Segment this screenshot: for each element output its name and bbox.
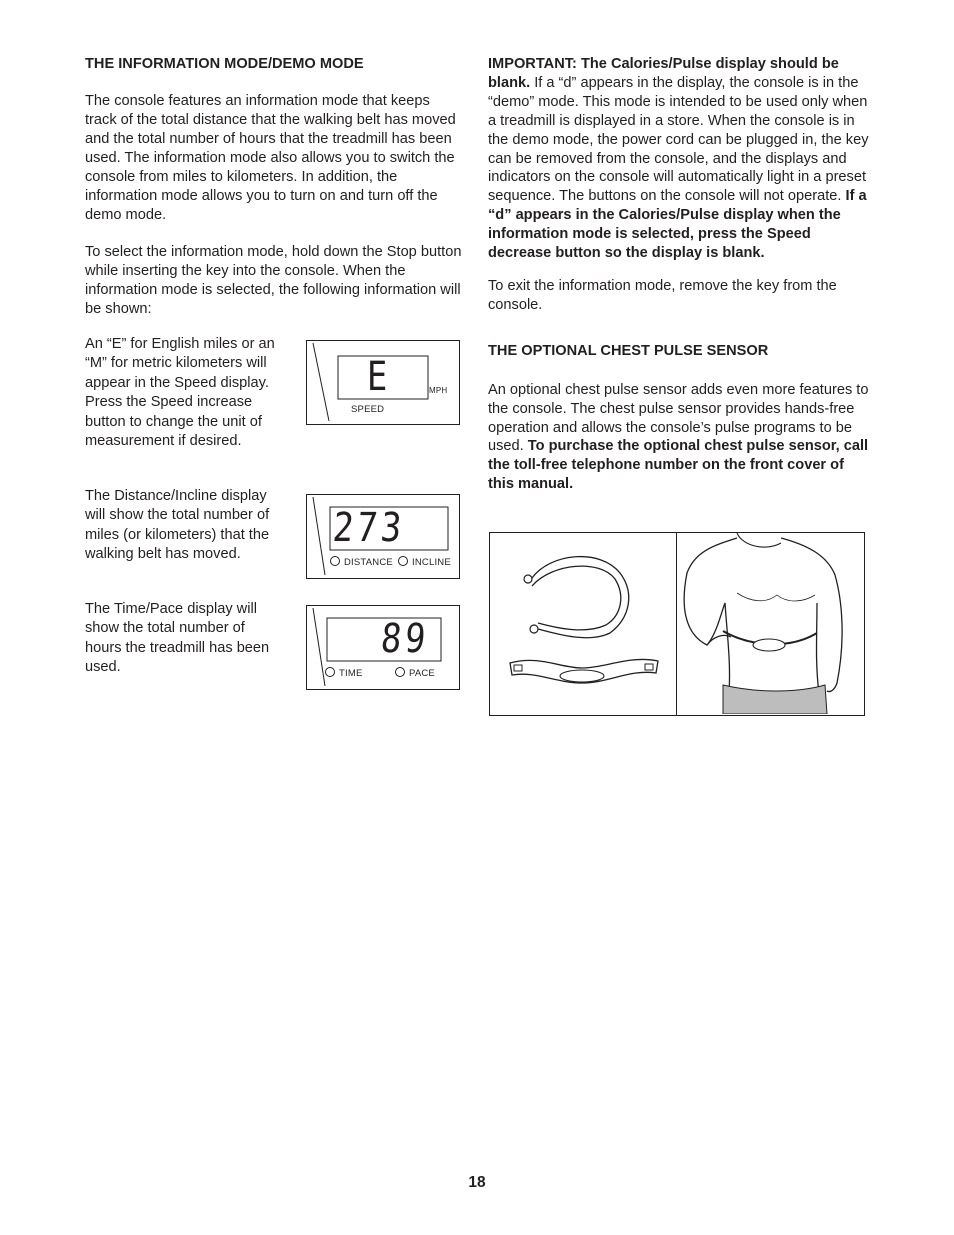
time-indicator-light-icon (325, 667, 335, 677)
distance-display-illustration (306, 494, 460, 579)
incline-indicator (398, 556, 451, 568)
incline-indicator-light-icon (398, 556, 408, 566)
section-heading-chest-pulse-sensor: THE OPTIONAL CHEST PULSE SENSOR (488, 342, 769, 359)
right-column (488, 55, 872, 494)
time-digits: 89 (378, 616, 431, 662)
incline-label: INCLINE (412, 557, 451, 568)
exit-information-mode-text: To exit the information mode, remove the key from the console. (488, 277, 837, 313)
time-description: The Time/Pace display will show the total number of hours the treadmill has been used. (85, 601, 270, 676)
chest-pulse-sensor-paragraph (488, 381, 872, 494)
chest-strap-drawing (490, 533, 676, 714)
distance-description: The Distance/Incline display will show the total number of miles (or kilometers) that the walking belt has moved. (85, 488, 270, 563)
important-bold-instruction: If a “d” appears in the Calories/Pulse display when the information mode is selected, press the Speed decrease button so the display is blank. (488, 188, 867, 262)
speed-display-illustration (306, 340, 460, 425)
important-bold-lead: IMPORTANT: The Calories/Pulse display should be blank. (488, 56, 839, 91)
chest-pulse-sensor-body: An optional chest pulse sensor adds even more features to the console. The chest pulse sensor provides hands-free operation and allows the console’s pulse programs to be used. (488, 381, 869, 455)
chest-pulse-sensor-purchase-note: To purchase the optional chest pulse sensor, call the toll-free telephone number on the front cover of this manual. (488, 438, 869, 493)
time-display-illustration (306, 605, 460, 690)
select-information-mode-text: To select the information mode, hold down the Stop button while inserting the key into the console. When the information mode is selected, the following information will be shown: (85, 244, 462, 317)
page-number: 18 (468, 1174, 486, 1191)
distance-digits: 273 (330, 505, 407, 551)
pace-label: PACE (409, 668, 435, 679)
important-body: If a “d” appears in the display, the console is in the “demo” mode. This mode is intended to be used only when a treadmill is displayed in a store. When the console is in the demo mode, the power cord can be plugged in, the key can be removed from the console, and the displays and indicators on the console will automatically light in a preset sequence. The buttons on the console will not operate. (488, 74, 869, 205)
distance-indicator-light-icon (330, 556, 340, 566)
section-heading-information-mode: THE INFORMATION MODE/DEMO MODE (85, 56, 364, 72)
person-wearing-strap-drawing (677, 533, 865, 714)
pace-indicator-light-icon (395, 667, 405, 677)
speed-label: SPEED (351, 404, 385, 415)
pace-indicator (395, 667, 435, 679)
time-indicator (325, 667, 363, 679)
speed-unit-label: MPH (429, 386, 448, 395)
left-column (85, 55, 463, 319)
units-description: An “E” for English miles or an “M” for metric kilometers will appear in the Speed display. Press the Speed increase button to change the unit of measurement if desired. (85, 336, 275, 450)
distance-label: DISTANCE (344, 557, 393, 568)
information-mode-intro: The console features an information mode that keeps track of the total distance that the walking belt has moved and the total number of hours that the treadmill has been used. The information mode also allows you to switch the console from miles to kilometers. In addition, the information mode allows you to turn on and turn off the demo mode. (85, 93, 456, 223)
speed-digits: E (366, 354, 388, 400)
time-label: TIME (339, 668, 363, 679)
distance-indicator (330, 556, 393, 568)
chest-pulse-sensor-illustration (489, 532, 865, 716)
important-paragraph (488, 55, 872, 263)
